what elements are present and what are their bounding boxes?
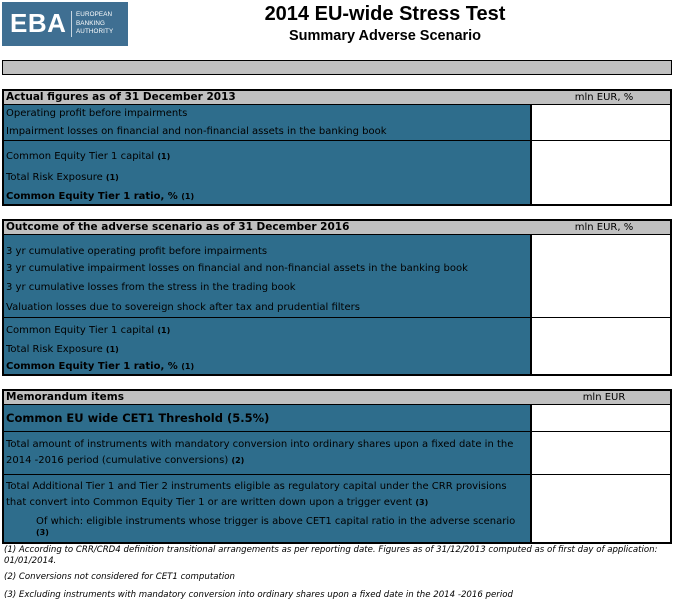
section-title: Actual figures as of 31 December 2013	[6, 91, 236, 103]
row-cumulative-operating-profit: 3 yr cumulative operating profit before impairments	[6, 246, 268, 257]
value-cell-profit[interactable]	[530, 105, 670, 141]
footnote-ref: (2)	[231, 456, 245, 465]
label: Total amount of instruments with mandatory conversion into ordinary shares upon a fixed date in the 2014 -2016 period (cumulative conversions)	[6, 439, 514, 466]
profit-block	[4, 105, 530, 141]
value-cell-capital[interactable]	[530, 318, 670, 374]
footnote-ref: (1)	[105, 345, 119, 354]
mandatory-conversion-block	[4, 432, 530, 475]
section-header	[4, 91, 670, 105]
eba-logo	[2, 2, 128, 46]
row-sovereign-valuation-losses: Valuation losses due to sovereign shock after tax and prudential filters	[6, 302, 360, 313]
losses-block	[4, 235, 530, 318]
threshold-block	[4, 405, 530, 432]
label: Total Risk Exposure	[6, 172, 103, 183]
logo-line-1: EUROPEAN	[76, 11, 113, 18]
logo-full-name	[76, 11, 113, 37]
logo-separator	[71, 11, 72, 37]
label: Total Risk Exposure	[6, 344, 103, 355]
label: Common Equity Tier 1 capital	[6, 151, 155, 162]
row-trading-book-losses: 3 yr cumulative losses from the stress in the trading book	[6, 282, 296, 293]
section-header	[4, 221, 670, 235]
label: Common Equity Tier 1 ratio, %	[6, 191, 178, 202]
row-cumulative-impairment-losses: 3 yr cumulative impairment losses on financial and non-financial assets in the banking book	[6, 263, 468, 274]
footnote-ref: (3)	[415, 498, 429, 507]
capital-block	[4, 141, 530, 204]
footnote-ref: (1)	[157, 326, 171, 335]
unit-label: mln EUR, %	[574, 222, 634, 233]
footnote-ref: (1)	[105, 173, 119, 182]
row-cet1-ratio	[6, 190, 194, 203]
section-title: Memorandum items	[6, 391, 124, 403]
row-operating-profit: Operating profit before impairments	[6, 108, 188, 119]
row-cet1-capital	[6, 324, 170, 337]
section-header	[4, 391, 670, 405]
logo-line-2: BANKING	[76, 19, 106, 27]
capital-block	[4, 318, 530, 374]
value-cell-tier-instruments[interactable]	[530, 475, 670, 542]
value-cell-capital[interactable]	[530, 141, 670, 204]
footnote-2: (2) Conversions not considered for CET1 computation	[4, 572, 235, 582]
value-cell-losses[interactable]	[530, 235, 670, 318]
row-cet1-capital	[6, 150, 170, 163]
footnote-ref: (1)	[181, 192, 195, 201]
row-of-which-eligible: Of which: eligible instruments whose trigger is above CET1 capital ratio in the adverse scenario	[36, 516, 516, 527]
footnote-ref: (1)	[181, 362, 195, 371]
row-impairment-losses: Impairment losses on financial and non-financial assets in the banking book	[6, 126, 387, 137]
row-cet1-threshold: Common EU wide CET1 Threshold (5.5%)	[6, 411, 270, 425]
footnote-ref: (3)	[36, 528, 49, 537]
value-cell-mandatory-conversion[interactable]	[530, 432, 670, 475]
row-cet1-ratio	[6, 360, 194, 373]
unit-label: mln EUR	[582, 392, 626, 403]
actual-figures-section	[2, 89, 672, 206]
value-cell-threshold[interactable]	[530, 405, 670, 432]
row-total-risk-exposure	[6, 171, 119, 184]
page-subtitle: Summary Adverse Scenario	[288, 28, 482, 44]
footnote-1: (1) According to CRR/CRD4 definition transitional arrangements as per reporting date. Figures as of 31/12/2013 computed as of first day of application: 01/01/2014.	[4, 545, 658, 566]
row-total-risk-exposure	[6, 343, 119, 356]
row-mandatory-conversion	[6, 437, 526, 469]
label: Common Equity Tier 1 capital	[6, 325, 155, 336]
memorandum-section	[2, 389, 672, 544]
adverse-scenario-section	[2, 219, 672, 376]
footnote-ref: (1)	[157, 152, 171, 161]
section-title: Outcome of the adverse scenario as of 31 December 2016	[6, 221, 350, 233]
page-title: 2014 EU-wide Stress Test	[264, 3, 506, 25]
logo-line-3: AUTHORITY	[76, 28, 114, 36]
tier-instruments-block	[4, 475, 530, 542]
label: Total Additional Tier 1 and Tier 2 instruments eligible as regulatory capital under the CRR provisions that convert into Common Equity Tier 1 or are written down upon a trigger event	[6, 481, 507, 508]
logo-abbreviation: EBA	[10, 8, 67, 38]
unit-label: mln EUR, %	[574, 92, 634, 103]
label: Common Equity Tier 1 ratio, %	[6, 361, 178, 372]
header-divider-bar	[2, 60, 672, 75]
row-tier-instruments	[6, 479, 526, 511]
footnote-3: (3) Excluding instruments with mandatory conversion into ordinary shares upon a fixed date in the 2014 -2016 period	[4, 590, 513, 600]
